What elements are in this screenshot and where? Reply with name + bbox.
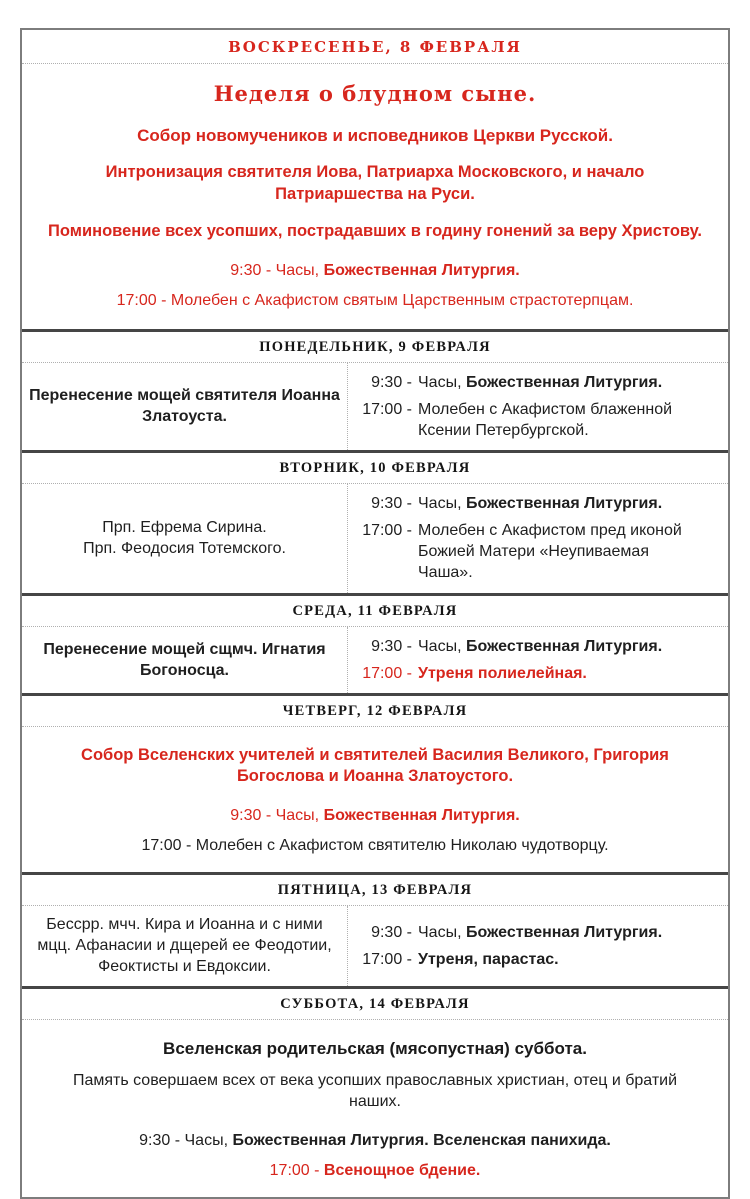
service-entry [44, 834, 706, 858]
service-time: 17:00 - [362, 950, 412, 968]
service-text-bold: Божественная Литургия. [465, 637, 663, 655]
services-cell [348, 484, 728, 592]
service-text-bold: Всенощное бдение. [323, 1161, 481, 1179]
section-wednesday [22, 593, 728, 693]
service-text: 9:30 - Часы, [230, 261, 324, 279]
service-entry [44, 259, 706, 283]
day-header-thursday: ЧЕТВЕРГ, 12 ФЕВРАЛЯ [22, 693, 728, 727]
day-row [22, 627, 728, 693]
feast-line: Поминовение всех усопших, пострадавших в годину гонений за веру Христову. [48, 221, 702, 240]
service-text-bold: Божественная Литургия. [323, 807, 520, 825]
day-row [22, 484, 728, 592]
service-entry [352, 636, 722, 657]
commemoration-text: Бессрр. мчч. Кира и Иоанна и с ними мцц. Афанасии и дщерей ее Феодотии, Феоктисты и Евдоксии. [37, 916, 332, 976]
day-row [22, 906, 728, 985]
day-row [22, 363, 728, 450]
service-time: 9:30 - [371, 495, 412, 513]
section-thursday [22, 693, 728, 873]
service-entry [44, 1129, 706, 1153]
service-entry [44, 1159, 706, 1183]
day-header-monday: ПОНЕДЕЛЬНИК, 9 ФЕВРАЛЯ [22, 329, 728, 363]
service-text-regular: Молебен с Акафистом пред иконой Божией Матери «Неупиваемая Чаша». [418, 522, 682, 582]
day-header-wednesday: СРЕДА, 11 ФЕВРАЛЯ [22, 593, 728, 627]
service-text: 17:00 - Молебен с Акафистом святителю Николаю чудотворцу. [141, 837, 609, 855]
commemoration-cell [22, 627, 348, 693]
feast-line: Собор Вселенских учителей и святителей Василия Великого, Григория Богослова и Иоанна Златоустого. [81, 745, 669, 786]
service-text [418, 922, 662, 943]
feast-line: Вселенская родительская (мясопустная) суббота. [163, 1038, 587, 1058]
service-text [418, 399, 690, 441]
saturday-content [22, 1020, 728, 1197]
service-text: 17:00 - Молебен с Акафистом святым Царственным страстотерпцам. [116, 291, 634, 309]
service-text-bold: Божественная Литургия. [465, 923, 663, 941]
service-entry [352, 949, 722, 970]
service-time: 17:00 - [362, 522, 412, 540]
section-monday [22, 329, 728, 450]
service-text-bold: Божественная Литургия. [465, 495, 663, 513]
service-text: 17:00 - [269, 1161, 324, 1179]
day-header-tuesday: ВТОРНИК, 10 ФЕВРАЛЯ [22, 450, 728, 484]
section-sunday [22, 30, 728, 329]
service-time: 17:00 - [362, 400, 412, 418]
day-header-friday: ПЯТНИЦА, 13 ФЕВРАЛЯ [22, 872, 728, 906]
service-text [418, 949, 559, 970]
service-text [418, 372, 662, 393]
service-entry [352, 663, 722, 684]
service-text-regular: Часы, [418, 923, 466, 941]
note-text: Память совершаем всех от века усопших православных христиан, отец и братий наших. [72, 1071, 678, 1111]
service-text-regular: Часы, [418, 373, 466, 391]
service-entry [352, 372, 722, 393]
services-cell [348, 627, 728, 693]
service-time: 17:00 - [362, 664, 412, 682]
services-cell [348, 363, 728, 450]
service-text-regular: Часы, [418, 637, 466, 655]
service-text: 9:30 - Часы, [230, 807, 324, 825]
service-text-regular: Молебен с Акафистом блаженной Ксении Петербургской. [418, 400, 673, 439]
commemoration-cell [22, 363, 348, 450]
service-text [418, 636, 662, 657]
section-tuesday [22, 450, 728, 592]
service-entry [352, 520, 722, 583]
commemoration-text: Перенесение мощей сщмч. Игнатия Богоносца. [43, 640, 326, 679]
service-time: 9:30 - [371, 923, 412, 941]
sunday-content [22, 64, 728, 329]
service-text [418, 663, 587, 684]
commemoration-text: Перенесение мощей святителя Иоанна Златоуста. [29, 387, 340, 426]
day-header-sunday: ВОСКРЕСЕНЬЕ, 8 ФЕВРАЛЯ [22, 30, 728, 64]
section-saturday [22, 986, 728, 1197]
service-time: 9:30 - [371, 373, 412, 391]
schedule-table [20, 28, 730, 1199]
service-entry [352, 493, 722, 514]
service-text-bold: Утреня, парастас. [418, 950, 559, 968]
thursday-content [22, 727, 728, 873]
day-header-saturday: СУББОТА, 14 ФЕВРАЛЯ [22, 986, 728, 1020]
commemoration-text: Прп. Ефрема Сирина. [102, 519, 267, 537]
service-text-bold: Утреня полиелейная. [418, 664, 587, 682]
service-entry [44, 289, 706, 313]
section-friday [22, 872, 728, 985]
service-entry [352, 399, 722, 441]
week-title: Неделя о блудном сыне. [213, 81, 537, 106]
service-text: 9:30 - Часы, [139, 1131, 233, 1149]
service-text [418, 520, 690, 583]
service-text-bold: Божественная Литургия. [465, 373, 663, 391]
commemoration-text: Прп. Феодосия Тотемского. [83, 540, 286, 558]
commemoration-cell [22, 484, 348, 592]
feast-line: Собор новомучеников и исповедников Церкви Русской. [137, 126, 613, 145]
commemoration-cell [22, 906, 348, 985]
feast-line: Интронизация святителя Иова, Патриарха Московского, и начало Патриаршества на Руси. [105, 163, 645, 204]
service-entry [352, 922, 722, 943]
service-text-bold: Божественная Литургия. [323, 261, 520, 279]
service-text-bold: Божественная Литургия. Вселенская панихида. [232, 1131, 611, 1149]
service-entry [44, 804, 706, 828]
services-cell [348, 906, 728, 985]
service-time: 9:30 - [371, 637, 412, 655]
service-text-regular: Часы, [418, 495, 466, 513]
service-text [418, 493, 662, 514]
